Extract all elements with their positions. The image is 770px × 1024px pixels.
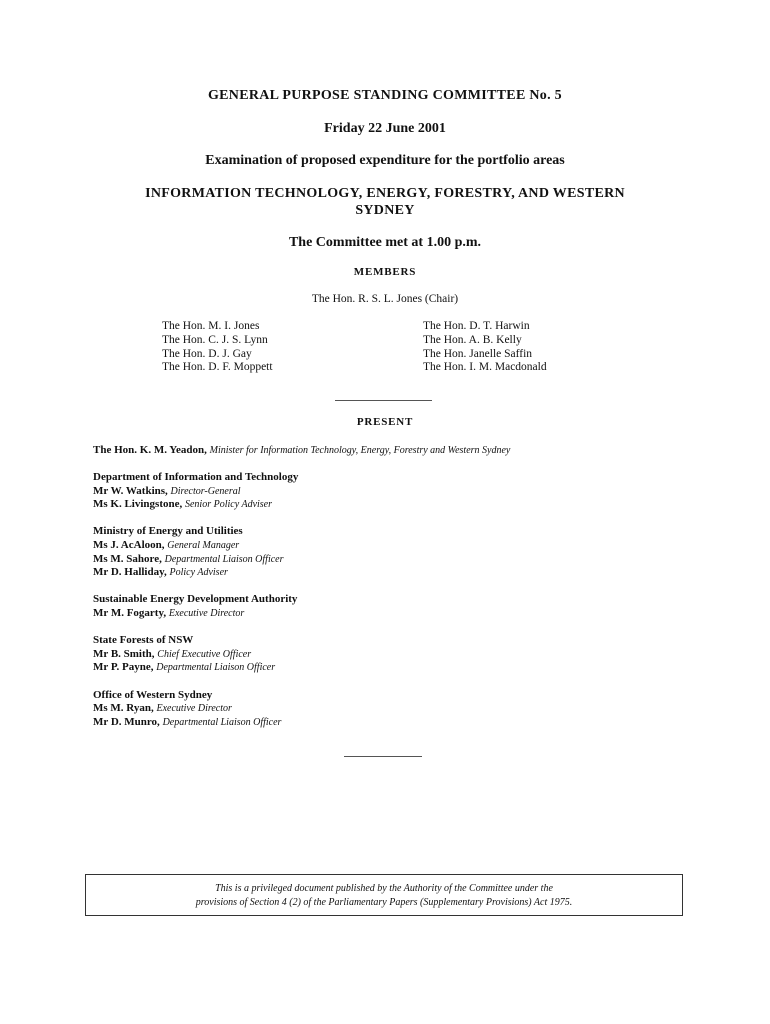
member-name: The Hon. D. F. Moppett [162, 361, 273, 374]
section-divider [335, 400, 432, 401]
attendee: Mr D. Munro, Departmental Liaison Officer [93, 715, 282, 728]
privilege-notice-line1: This is a privileged document published by the Authority of the Committee under the [215, 883, 553, 894]
member-name: The Hon. C. J. S. Lynn [162, 333, 268, 346]
attendee-group [93, 471, 298, 512]
organisation-name: State Forests of NSW [93, 634, 194, 647]
attendee: Mr P. Payne, Departmental Liaison Officer [93, 661, 276, 674]
attendee: Ms J. AcAloon, General Manager [93, 538, 240, 551]
privilege-notice-line2: provisions of Section 4 (2) of the Parliamentary Papers (Supplementary Provisions) Act 1975. [195, 897, 573, 908]
portfolio-heading-line2: SYDNEY [355, 203, 415, 218]
privilege-notice [85, 874, 683, 916]
organisation-name: Ministry of Energy and Utilities [93, 525, 243, 538]
portfolio-heading-line1: INFORMATION TECHNOLOGY, ENERGY, FORESTRY, AND WESTERN [145, 186, 625, 201]
end-divider [344, 756, 422, 757]
member-name: The Hon. Janelle Saffin [423, 347, 533, 360]
chair-name: The Hon. R. S. L. Jones (Chair) [311, 293, 459, 305]
organisation-name: Department of Information and Technology [93, 471, 299, 483]
members-right-column [423, 320, 547, 375]
minister-title: Minister for Information Technology, Energy, Forestry and Western Sydney [209, 445, 511, 456]
present-heading: PRESENT [356, 416, 414, 428]
attendees-list [93, 471, 298, 743]
attendee: Mr D. Halliday, Policy Adviser [93, 566, 228, 579]
attendee-group [93, 689, 298, 730]
meeting-time: The Committee met at 1.00 p.m. [288, 235, 482, 250]
attendee: Mr B. Smith, Chief Executive Officer [93, 647, 252, 660]
attendee-group [93, 634, 298, 675]
minister-line [93, 444, 510, 458]
meeting-date: Friday 22 June 2001 [324, 121, 446, 136]
members-left-column [162, 320, 273, 375]
attendee: Mr W. Watkins, Director-General [93, 484, 241, 497]
examination-heading: Examination of proposed expenditure for the portfolio areas [205, 153, 565, 168]
minister-name: The Hon. K. M. Yeadon, [93, 444, 207, 456]
members-heading: MEMBERS [353, 266, 417, 278]
committee-title: GENERAL PURPOSE STANDING COMMITTEE No. 5 [207, 88, 562, 103]
attendee: Ms M. Ryan, Executive Director [93, 702, 232, 715]
member-name: The Hon. A. B. Kelly [423, 333, 522, 346]
attendee-group [93, 525, 298, 579]
organisation-name: Office of Western Sydney [93, 688, 213, 701]
attendee: Mr M. Fogarty, Executive Director [93, 606, 245, 619]
member-name: The Hon. I. M. Macdonald [423, 361, 547, 374]
attendee-group [93, 593, 298, 620]
member-name: The Hon. D. J. Gay [162, 347, 252, 360]
organisation-name: Sustainable Energy Development Authority [93, 593, 298, 606]
attendee: Ms K. Livingstone, Senior Policy Adviser [93, 498, 273, 511]
member-name: The Hon. M. I. Jones [162, 320, 260, 332]
attendee: Ms M. Sahore, Departmental Liaison Officer [93, 552, 284, 565]
member-name: The Hon. D. T. Harwin [423, 320, 530, 332]
